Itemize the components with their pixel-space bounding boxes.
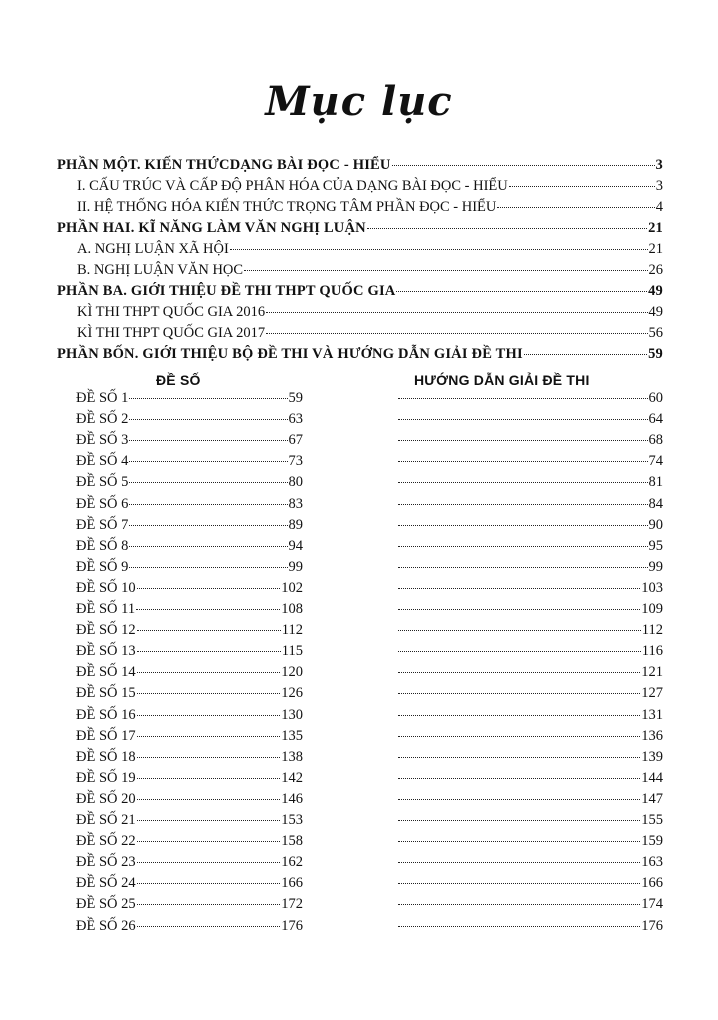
test-label: ĐỀ SỐ 6 bbox=[76, 495, 129, 512]
dot-leader bbox=[398, 609, 640, 610]
entry-page: 3 bbox=[655, 178, 663, 194]
answer-page: 74 bbox=[648, 453, 663, 470]
test-page: 142 bbox=[281, 769, 303, 786]
test-label: ĐỀ SỐ 24 bbox=[76, 875, 136, 892]
test-entry[interactable] bbox=[76, 685, 303, 706]
test-page: 130 bbox=[281, 706, 303, 723]
answer-entry[interactable] bbox=[398, 833, 663, 854]
answer-page: 163 bbox=[641, 854, 663, 871]
answer-entry[interactable] bbox=[398, 453, 663, 474]
dot-leader bbox=[398, 757, 640, 758]
test-page: 108 bbox=[281, 601, 303, 617]
answer-page: 147 bbox=[641, 790, 663, 807]
dot-leader bbox=[244, 270, 647, 271]
dot-leader bbox=[266, 333, 647, 334]
dot-leader bbox=[137, 862, 281, 863]
dot-leader bbox=[398, 862, 640, 863]
test-entry[interactable] bbox=[76, 474, 303, 495]
test-page: 63 bbox=[288, 411, 303, 428]
test-entry[interactable] bbox=[76, 643, 303, 664]
dot-leader bbox=[137, 778, 281, 779]
entry-page: 49 bbox=[648, 283, 663, 299]
answer-entry[interactable] bbox=[398, 538, 663, 559]
dot-leader bbox=[398, 398, 648, 399]
dot-leader bbox=[137, 651, 281, 652]
test-label: ĐỀ SỐ 15 bbox=[76, 685, 136, 702]
entry-label: KÌ THI THPT QUỐC GIA 2017 bbox=[77, 325, 266, 341]
dot-leader bbox=[137, 841, 281, 842]
dot-leader bbox=[398, 841, 640, 842]
test-label: ĐỀ SỐ 3 bbox=[76, 432, 129, 449]
test-entry[interactable] bbox=[76, 664, 303, 685]
test-label: ĐỀ SỐ 18 bbox=[76, 748, 136, 765]
toc-entry-section[interactable] bbox=[77, 241, 663, 262]
answer-entry[interactable] bbox=[398, 896, 663, 917]
dot-leader bbox=[398, 715, 640, 716]
test-page: 126 bbox=[281, 685, 303, 702]
entry-label: A. NGHỊ LUẬN XÃ HỘI bbox=[77, 241, 229, 257]
dot-leader bbox=[398, 461, 648, 462]
dot-leader bbox=[367, 228, 647, 229]
test-page: 115 bbox=[281, 643, 303, 660]
dot-leader bbox=[398, 883, 640, 884]
test-entry[interactable] bbox=[76, 453, 303, 474]
dot-leader bbox=[398, 419, 648, 420]
dot-leader bbox=[136, 609, 280, 610]
dot-leader bbox=[137, 693, 281, 694]
toc-entry-section[interactable] bbox=[77, 325, 663, 346]
test-page: 73 bbox=[288, 453, 303, 470]
answer-page: 103 bbox=[641, 579, 663, 596]
answer-page: 131 bbox=[641, 706, 663, 723]
test-page: 83 bbox=[288, 495, 303, 512]
toc-entry-section[interactable] bbox=[77, 199, 663, 220]
test-entry[interactable] bbox=[76, 875, 303, 896]
answer-page: 95 bbox=[648, 537, 663, 554]
test-entry[interactable] bbox=[76, 749, 303, 770]
dot-leader bbox=[398, 736, 640, 737]
test-label: ĐỀ SỐ 16 bbox=[76, 706, 136, 723]
answer-entry[interactable] bbox=[398, 643, 663, 664]
answer-entry[interactable] bbox=[398, 580, 663, 601]
test-entry[interactable] bbox=[76, 918, 303, 939]
dot-leader bbox=[398, 672, 640, 673]
dot-leader bbox=[398, 778, 640, 779]
dot-leader bbox=[137, 904, 281, 905]
toc-entry-part-4[interactable] bbox=[57, 346, 663, 367]
test-entry[interactable] bbox=[76, 728, 303, 749]
answer-page: 127 bbox=[641, 685, 663, 702]
test-label: ĐỀ SỐ 1 bbox=[76, 390, 129, 406]
test-label: ĐỀ SỐ 9 bbox=[76, 558, 129, 575]
test-page: 102 bbox=[281, 579, 303, 596]
answer-page: 68 bbox=[648, 432, 663, 449]
test-entry[interactable] bbox=[76, 496, 303, 517]
dot-leader bbox=[137, 588, 281, 589]
answer-entry[interactable] bbox=[398, 517, 663, 538]
test-label: ĐỀ SỐ 25 bbox=[76, 896, 136, 913]
test-label: ĐỀ SỐ 8 bbox=[76, 537, 129, 554]
test-page: 135 bbox=[281, 727, 303, 744]
answer-entry[interactable] bbox=[398, 432, 663, 453]
answer-page: 144 bbox=[641, 769, 663, 786]
answer-entry[interactable] bbox=[398, 749, 663, 770]
test-entry[interactable] bbox=[76, 791, 303, 812]
answer-entry[interactable] bbox=[398, 664, 663, 685]
answer-entry[interactable] bbox=[398, 812, 663, 833]
dot-leader bbox=[230, 249, 648, 250]
answer-page: 112 bbox=[641, 622, 663, 639]
answer-entry[interactable] bbox=[398, 411, 663, 432]
dot-leader bbox=[129, 398, 287, 399]
test-label: ĐỀ SỐ 21 bbox=[76, 812, 136, 828]
test-label: ĐỀ SỐ 14 bbox=[76, 664, 136, 681]
dot-leader bbox=[129, 567, 287, 568]
entry-page: 26 bbox=[648, 262, 663, 278]
test-label: ĐỀ SỐ 19 bbox=[76, 769, 136, 786]
test-page: 80 bbox=[288, 474, 303, 491]
test-entry[interactable] bbox=[76, 707, 303, 728]
answer-page: 99 bbox=[648, 558, 663, 575]
answer-page: 84 bbox=[648, 495, 663, 512]
answer-entry[interactable] bbox=[398, 559, 663, 580]
dot-leader bbox=[129, 482, 287, 483]
toc-entry-section[interactable] bbox=[77, 262, 663, 283]
answer-page: 176 bbox=[641, 917, 663, 934]
test-page: 94 bbox=[288, 537, 303, 554]
test-label: ĐỀ SỐ 13 bbox=[76, 643, 136, 660]
dot-leader bbox=[398, 630, 641, 631]
dot-leader bbox=[129, 440, 287, 441]
dot-leader bbox=[398, 904, 640, 905]
entry-page: 21 bbox=[648, 241, 663, 257]
test-entry[interactable] bbox=[76, 833, 303, 854]
test-entry[interactable] bbox=[76, 559, 303, 580]
test-page: 172 bbox=[281, 896, 303, 913]
dot-leader bbox=[129, 419, 287, 420]
test-label: ĐỀ SỐ 20 bbox=[76, 790, 136, 807]
dot-leader bbox=[497, 207, 654, 208]
test-page: 112 bbox=[281, 622, 303, 639]
answer-page: 116 bbox=[641, 643, 663, 660]
dot-leader bbox=[137, 736, 281, 737]
entry-label: I. CẤU TRÚC VÀ CẤP ĐỘ PHÂN HÓA CỦA DẠNG BÀI ĐỌC - HIỂU bbox=[77, 178, 508, 194]
entry-label: B. NGHỊ LUẬN VĂN HỌC bbox=[77, 262, 244, 278]
answer-entry[interactable] bbox=[398, 728, 663, 749]
test-page: 153 bbox=[281, 812, 303, 828]
test-page: 162 bbox=[281, 854, 303, 871]
dot-leader bbox=[137, 820, 281, 821]
test-entry[interactable] bbox=[76, 854, 303, 875]
answer-page: 155 bbox=[641, 812, 663, 828]
test-label: ĐỀ SỐ 26 bbox=[76, 917, 136, 934]
dot-leader bbox=[398, 799, 640, 800]
dot-leader bbox=[392, 165, 655, 166]
dot-leader bbox=[398, 525, 648, 526]
test-entry[interactable] bbox=[76, 601, 303, 622]
test-label: ĐỀ SỐ 12 bbox=[76, 622, 136, 639]
test-label: ĐỀ SỐ 7 bbox=[76, 516, 129, 533]
answer-entry[interactable] bbox=[398, 854, 663, 875]
answer-entry[interactable] bbox=[398, 918, 663, 939]
test-page: 89 bbox=[288, 516, 303, 533]
test-label: ĐỀ SỐ 10 bbox=[76, 579, 136, 596]
answer-page: 139 bbox=[641, 748, 663, 765]
toc-entry-part-3[interactable] bbox=[57, 283, 663, 304]
test-page: 59 bbox=[288, 390, 303, 406]
test-label: ĐỀ SỐ 11 bbox=[76, 601, 136, 617]
dot-leader bbox=[129, 546, 287, 547]
answer-entry[interactable] bbox=[398, 685, 663, 706]
answer-page: 64 bbox=[648, 411, 663, 428]
dot-leader bbox=[398, 820, 640, 821]
dot-leader bbox=[137, 672, 281, 673]
answer-page: 81 bbox=[648, 474, 663, 491]
answer-entry[interactable] bbox=[398, 390, 663, 411]
answer-entry[interactable] bbox=[398, 707, 663, 728]
test-page: 146 bbox=[281, 790, 303, 807]
answer-page: 159 bbox=[641, 833, 663, 850]
dot-leader bbox=[137, 630, 281, 631]
test-entry[interactable] bbox=[76, 770, 303, 791]
test-entry[interactable] bbox=[76, 517, 303, 538]
dot-leader bbox=[266, 312, 647, 313]
test-entry[interactable] bbox=[76, 432, 303, 453]
entry-label: PHẦN MỘT. KIẾN THỨCDẠNG BÀI ĐỌC - HIỂU bbox=[57, 157, 391, 173]
answer-page: 90 bbox=[648, 516, 663, 533]
test-label: ĐỀ SỐ 2 bbox=[76, 411, 129, 428]
dot-leader bbox=[137, 799, 281, 800]
test-label: ĐỀ SỐ 23 bbox=[76, 854, 136, 871]
entry-page: 4 bbox=[655, 199, 663, 215]
test-page: 176 bbox=[281, 917, 303, 934]
dot-leader bbox=[129, 461, 287, 462]
test-entry[interactable] bbox=[76, 411, 303, 432]
dot-leader bbox=[137, 926, 281, 927]
answer-entry[interactable] bbox=[398, 496, 663, 517]
test-label: ĐỀ SỐ 5 bbox=[76, 474, 129, 491]
dot-leader bbox=[129, 504, 287, 505]
test-label: ĐỀ SỐ 22 bbox=[76, 833, 136, 850]
column-header-tests: ĐỀ SỐ bbox=[156, 372, 201, 388]
dot-leader bbox=[398, 546, 648, 547]
test-label: ĐỀ SỐ 17 bbox=[76, 727, 136, 744]
dot-leader bbox=[398, 567, 648, 568]
test-label: ĐỀ SỐ 4 bbox=[76, 453, 129, 470]
test-page: 166 bbox=[281, 875, 303, 892]
entry-label: KÌ THI THPT QUỐC GIA 2016 bbox=[77, 304, 266, 320]
test-entry[interactable] bbox=[76, 896, 303, 917]
toc-entry-section[interactable] bbox=[77, 178, 663, 199]
entry-page: 59 bbox=[648, 346, 663, 362]
test-page: 99 bbox=[288, 558, 303, 575]
answer-entry[interactable] bbox=[398, 875, 663, 896]
answer-page: 136 bbox=[641, 727, 663, 744]
dot-leader bbox=[129, 525, 287, 526]
answer-entry[interactable] bbox=[398, 474, 663, 495]
toc-entry-part-1[interactable] bbox=[57, 157, 663, 178]
page-title: Mục lục bbox=[265, 78, 453, 125]
dot-leader bbox=[398, 693, 640, 694]
dot-leader bbox=[396, 291, 647, 292]
entry-page: 56 bbox=[648, 325, 663, 341]
test-page: 158 bbox=[281, 833, 303, 850]
test-entry[interactable] bbox=[76, 580, 303, 601]
column-header-answers: HƯỚNG DẪN GIẢI ĐỀ THI bbox=[414, 372, 590, 388]
test-entry[interactable] bbox=[76, 538, 303, 559]
answer-entry[interactable] bbox=[398, 601, 663, 622]
dot-leader bbox=[137, 757, 281, 758]
answer-page: 109 bbox=[641, 601, 663, 617]
dot-leader bbox=[524, 354, 647, 355]
dot-leader bbox=[398, 482, 648, 483]
test-page: 67 bbox=[288, 432, 303, 449]
answer-page: 60 bbox=[648, 390, 663, 406]
entry-label: II. HỆ THỐNG HÓA KIẾN THỨC TRỌNG TÂM PHẦN ĐỌC - HIỂU bbox=[77, 199, 497, 215]
entry-label: PHẦN HAI. KĨ NĂNG LÀM VĂN NGHỊ LUẬN bbox=[57, 220, 366, 236]
entry-label: PHẦN BA. GIỚI THIỆU ĐỀ THI THPT QUỐC GIA bbox=[57, 283, 396, 299]
entry-label: PHẦN BỐN. GIỚI THIỆU BỘ ĐỀ THI VÀ HƯỚNG DẪN GIẢI ĐỀ THI bbox=[57, 346, 523, 362]
answer-page: 174 bbox=[641, 896, 663, 913]
dot-leader bbox=[398, 926, 640, 927]
test-entry[interactable] bbox=[76, 390, 303, 411]
test-page: 138 bbox=[281, 748, 303, 765]
entry-page: 3 bbox=[655, 157, 663, 173]
test-entry[interactable] bbox=[76, 812, 303, 833]
test-entry[interactable] bbox=[76, 622, 303, 643]
dot-leader bbox=[398, 440, 648, 441]
answer-page: 166 bbox=[641, 875, 663, 892]
entry-page: 49 bbox=[648, 304, 663, 320]
entry-page: 21 bbox=[648, 220, 663, 236]
toc-entry-section[interactable] bbox=[77, 304, 663, 325]
answer-entry[interactable] bbox=[398, 770, 663, 791]
test-page: 120 bbox=[281, 664, 303, 681]
dot-leader bbox=[137, 715, 281, 716]
dot-leader bbox=[137, 883, 281, 884]
answer-entry[interactable] bbox=[398, 622, 663, 643]
dot-leader bbox=[398, 651, 641, 652]
toc-entry-part-2[interactable] bbox=[57, 220, 663, 241]
dot-leader bbox=[398, 504, 648, 505]
dot-leader bbox=[509, 186, 655, 187]
dot-leader bbox=[398, 588, 640, 589]
answer-entry[interactable] bbox=[398, 791, 663, 812]
answer-page: 121 bbox=[641, 664, 663, 681]
